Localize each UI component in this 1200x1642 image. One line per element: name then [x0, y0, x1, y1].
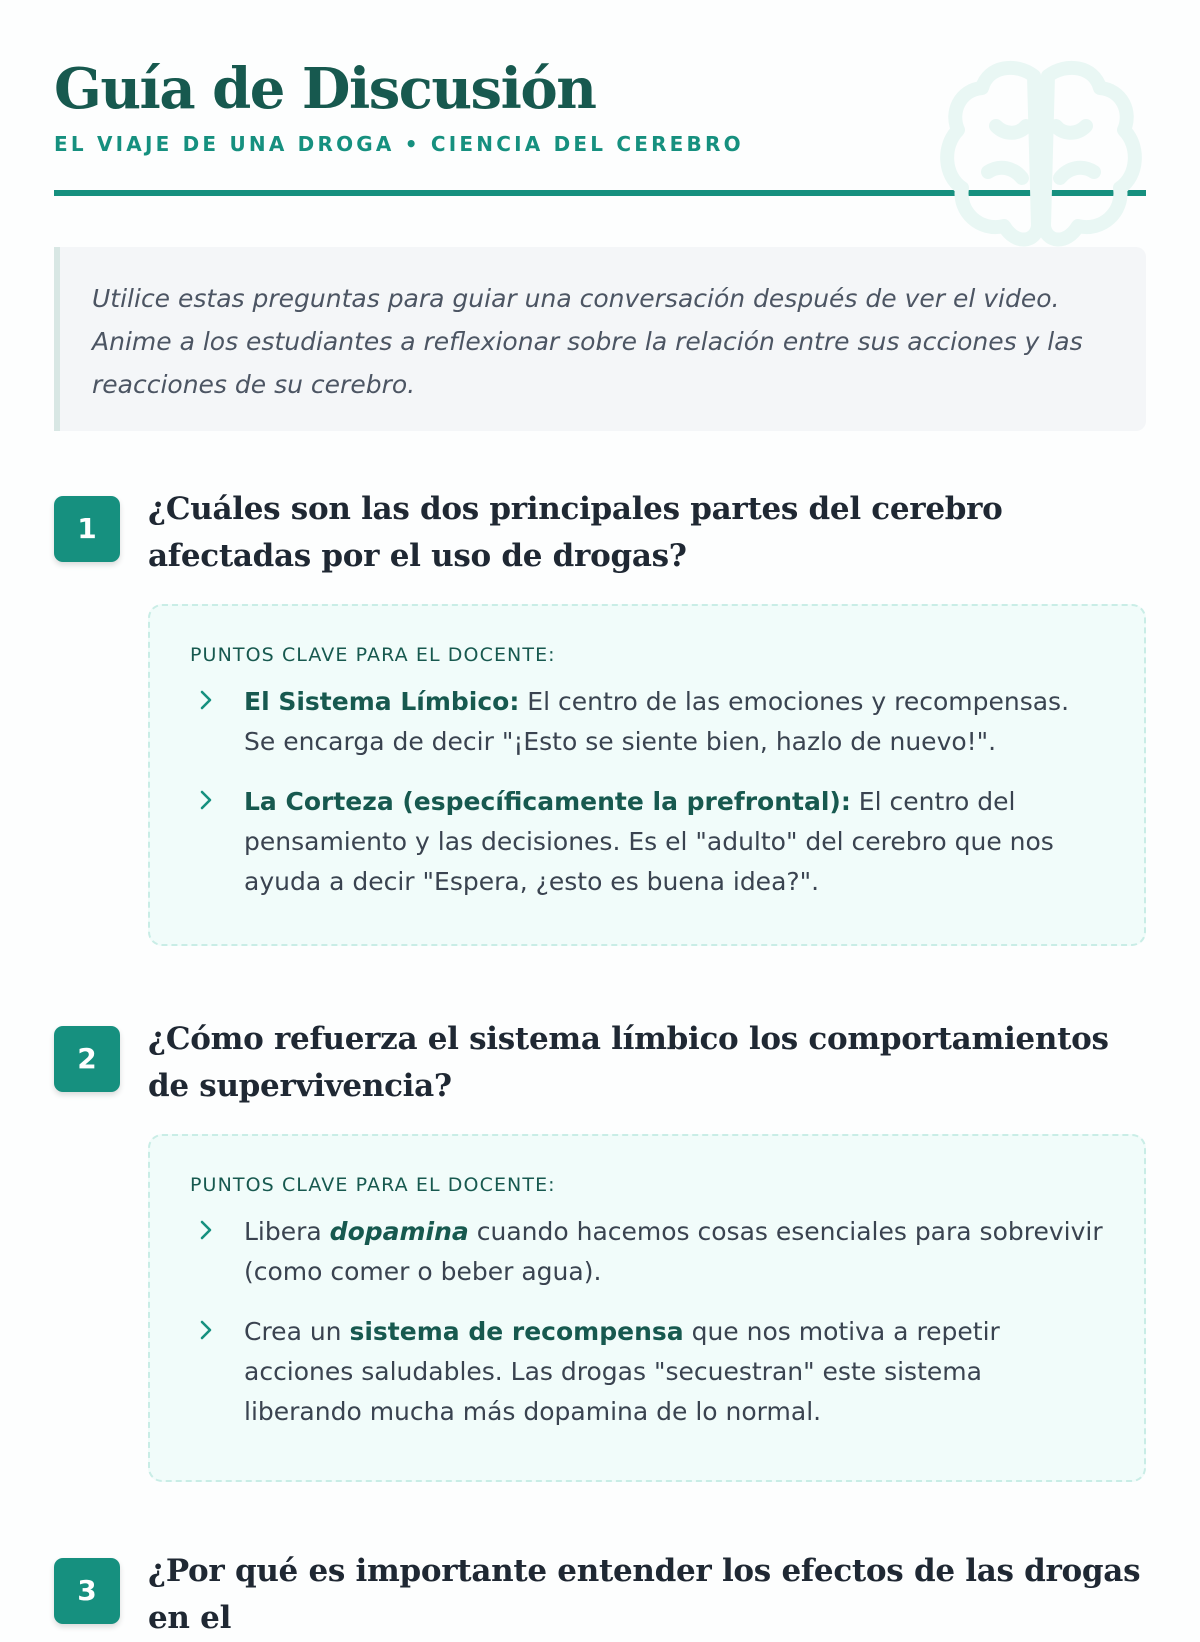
key-point — [190, 1212, 1104, 1292]
key-point-term: La Corteza (específicamente la prefrontal): — [244, 787, 851, 816]
key-point-text: El centro del pensamiento y las decisiones. Es el "adulto" del cerebro que nos ayuda a decir "Espera, ¿esto es buena idea?". — [244, 787, 1054, 896]
key-point-text: Crea un — [244, 1317, 350, 1346]
brain-icon — [936, 56, 1146, 256]
key-points-box — [148, 604, 1146, 946]
key-point — [190, 782, 1104, 902]
key-points-label: PUNTOS CLAVE PARA EL DOCENTE: — [190, 1174, 556, 1196]
intro-note: Utilice estas preguntas para guiar una conversación después de ver el video. Anime a los estudiantes a reflexionar sobre la relación entre sus acciones y las reacciones de su cerebro. — [54, 247, 1146, 431]
key-point — [190, 682, 1104, 762]
key-point-text: Libera — [244, 1217, 330, 1246]
page-title: Guía de Discusión — [54, 56, 596, 122]
question-number: 3 — [54, 1558, 120, 1624]
chevron-right-icon — [196, 1218, 216, 1242]
question-title: ¿Cómo refuerza el sistema límbico los comportamientos de supervivencia? — [148, 1021, 1109, 1104]
key-point-term: dopamina — [329, 1217, 469, 1246]
question-number: 2 — [54, 1026, 120, 1092]
chevron-right-icon — [196, 788, 216, 812]
key-point — [190, 1312, 1104, 1432]
key-point-term: sistema de recompensa — [349, 1317, 684, 1346]
key-point-text: que nos motiva a repetir acciones saludables. Las drogas "secuestran" este sistema liberando mucha más dopamina de lo normal. — [244, 1317, 1000, 1426]
key-points-box — [148, 1134, 1146, 1482]
chevron-right-icon — [196, 1318, 216, 1342]
question-title: ¿Cuáles son las dos principales partes del cerebro afectadas por el uso de drogas? — [148, 491, 1003, 574]
page-subtitle: EL VIAJE DE UNA DROGA • CIENCIA DEL CEREBRO — [54, 132, 744, 156]
chevron-right-icon — [196, 688, 216, 712]
question-2 — [54, 1016, 1146, 1482]
question-1 — [54, 486, 1146, 946]
question-number: 1 — [54, 496, 120, 562]
discussion-guide — [54, 0, 1146, 1636]
question-title: ¿Por qué es importante entender los efectos de las drogas en el — [148, 1553, 1141, 1636]
question-3 — [54, 1548, 1146, 1636]
key-point-text: cuando hacemos cosas esenciales para sobrevivir (como comer o beber agua). — [244, 1217, 1103, 1286]
key-point-term: El Sistema Límbico: — [244, 687, 520, 716]
key-points-label: PUNTOS CLAVE PARA EL DOCENTE: — [190, 644, 556, 666]
key-point-text: El centro de las emociones y recompensas. Se encarga de decir "¡Esto se siente bien, hazlo de nuevo!". — [244, 687, 1070, 756]
header — [54, 0, 1146, 196]
